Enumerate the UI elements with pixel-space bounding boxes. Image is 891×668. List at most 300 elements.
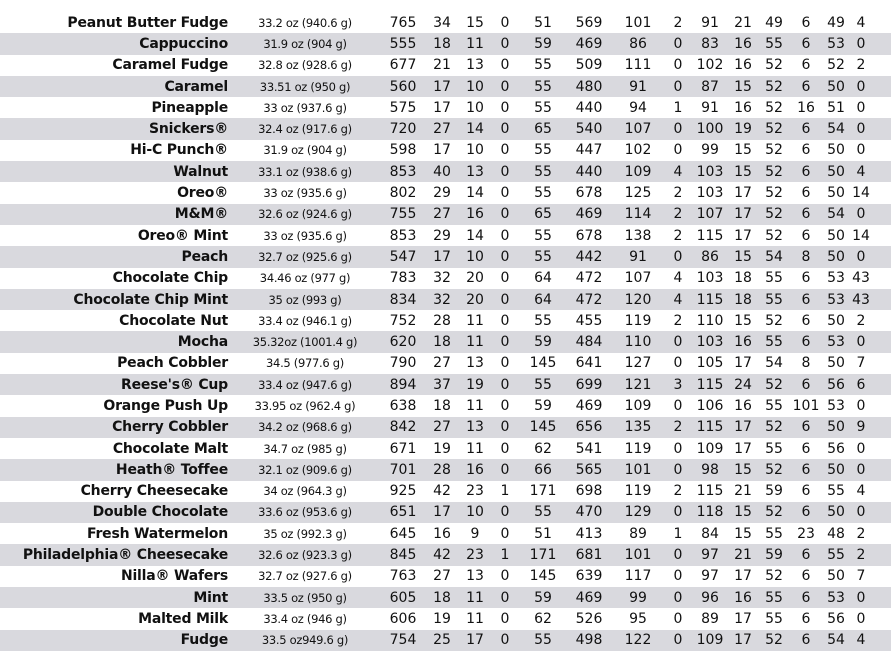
value-cell: 754: [389, 632, 417, 649]
table-row: [0, 225, 891, 246]
value-cell: 0: [500, 99, 510, 116]
value-cell: 56: [827, 376, 845, 393]
value-cell: 52: [765, 78, 783, 95]
value-cell: 0: [856, 121, 866, 138]
table-row: [0, 268, 891, 289]
value-cell: 17: [433, 99, 451, 116]
flavor-name: Peach Cobbler: [117, 355, 228, 372]
table-row: [0, 353, 891, 374]
value-cell: 56: [827, 610, 845, 627]
value-cell: 0: [856, 142, 866, 159]
value-cell: 55: [534, 248, 552, 265]
value-cell: 1: [673, 99, 683, 116]
value-cell: 91: [629, 248, 647, 265]
table-row: [0, 630, 891, 651]
value-cell: 49: [827, 14, 845, 31]
table-row: [0, 502, 891, 523]
value-cell: 7: [856, 568, 866, 585]
value-cell: 16: [797, 99, 815, 116]
value-cell: 509: [575, 57, 603, 74]
serving-size: 35.32oz (1001.4 g): [252, 335, 358, 350]
value-cell: 6: [856, 376, 866, 393]
value-cell: 118: [696, 504, 724, 521]
value-cell: 99: [629, 589, 647, 606]
value-cell: 469: [575, 35, 603, 52]
value-cell: 6: [801, 547, 811, 564]
value-cell: 0: [856, 610, 866, 627]
value-cell: 52: [765, 568, 783, 585]
flavor-name: Cherry Cheesecake: [80, 483, 228, 500]
value-cell: 101: [624, 547, 652, 564]
value-cell: 2: [856, 57, 866, 74]
table-row: [0, 76, 891, 97]
value-cell: 0: [856, 35, 866, 52]
value-cell: 42: [433, 483, 451, 500]
value-cell: 135: [624, 419, 652, 436]
flavor-name: Chocolate Chip: [112, 270, 228, 287]
value-cell: 752: [389, 312, 417, 329]
value-cell: 0: [500, 142, 510, 159]
value-cell: 13: [466, 419, 484, 436]
value-cell: 13: [466, 355, 484, 372]
value-cell: 15: [734, 248, 752, 265]
value-cell: 11: [466, 610, 484, 627]
nutrition-table: [0, 12, 891, 651]
value-cell: 6: [801, 78, 811, 95]
value-cell: 50: [827, 227, 845, 244]
value-cell: 145: [529, 419, 557, 436]
value-cell: 16: [734, 397, 752, 414]
value-cell: 6: [801, 206, 811, 223]
flavor-name: Oreo®: [177, 185, 228, 202]
value-cell: 2: [673, 14, 683, 31]
value-cell: 11: [466, 35, 484, 52]
value-cell: 6: [801, 121, 811, 138]
value-cell: 97: [701, 568, 719, 585]
value-cell: 894: [389, 376, 417, 393]
value-cell: 1: [500, 483, 510, 500]
value-cell: 59: [534, 334, 552, 351]
value-cell: 9: [470, 525, 480, 542]
value-cell: 15: [466, 14, 484, 31]
value-cell: 52: [765, 99, 783, 116]
serving-size: 33.4 oz (947.6 g): [258, 377, 352, 392]
value-cell: 16: [734, 334, 752, 351]
value-cell: 413: [575, 525, 603, 542]
value-cell: 50: [827, 461, 845, 478]
serving-size: 33.1 oz (938.6 g): [258, 164, 352, 179]
value-cell: 526: [575, 610, 603, 627]
value-cell: 699: [575, 376, 603, 393]
value-cell: 54: [827, 632, 845, 649]
value-cell: 4: [856, 163, 866, 180]
value-cell: 575: [389, 99, 417, 116]
value-cell: 16: [734, 35, 752, 52]
value-cell: 105: [696, 355, 724, 372]
value-cell: 115: [696, 227, 724, 244]
value-cell: 8: [801, 355, 811, 372]
serving-size: 32.8 oz (928.6 g): [258, 58, 352, 73]
value-cell: 54: [765, 355, 783, 372]
value-cell: 55: [827, 483, 845, 500]
value-cell: 472: [575, 270, 603, 287]
value-cell: 0: [500, 632, 510, 649]
serving-size: 34.2 oz (968.6 g): [258, 420, 352, 435]
table-row: [0, 608, 891, 629]
value-cell: 0: [500, 291, 510, 308]
value-cell: 110: [624, 334, 652, 351]
value-cell: 0: [673, 142, 683, 159]
value-cell: 21: [433, 57, 451, 74]
value-cell: 55: [534, 632, 552, 649]
value-cell: 86: [701, 248, 719, 265]
value-cell: 54: [827, 121, 845, 138]
value-cell: 925: [389, 483, 417, 500]
table-row: [0, 395, 891, 416]
value-cell: 10: [466, 504, 484, 521]
flavor-name: Heath® Toffee: [115, 461, 228, 478]
value-cell: 24: [734, 376, 752, 393]
value-cell: 17: [433, 248, 451, 265]
value-cell: 651: [389, 504, 417, 521]
table-row: [0, 523, 891, 544]
flavor-name: Peanut Butter Fudge: [67, 14, 228, 31]
value-cell: 4: [673, 270, 683, 287]
value-cell: 440: [575, 99, 603, 116]
serving-size: 33 oz (935.6 g): [263, 228, 347, 243]
value-cell: 55: [765, 589, 783, 606]
value-cell: 11: [466, 589, 484, 606]
value-cell: 4: [673, 291, 683, 308]
value-cell: 18: [433, 334, 451, 351]
value-cell: 455: [575, 312, 603, 329]
value-cell: 117: [624, 568, 652, 585]
value-cell: 0: [500, 419, 510, 436]
value-cell: 103: [696, 334, 724, 351]
value-cell: 62: [534, 440, 552, 457]
value-cell: 4: [856, 632, 866, 649]
value-cell: 18: [734, 270, 752, 287]
flavor-name: Walnut: [173, 163, 228, 180]
flavor-name: Cherry Cobbler: [112, 419, 228, 436]
value-cell: 18: [433, 35, 451, 52]
value-cell: 110: [696, 312, 724, 329]
value-cell: 11: [466, 312, 484, 329]
value-cell: 55: [765, 610, 783, 627]
value-cell: 0: [500, 568, 510, 585]
value-cell: 0: [500, 163, 510, 180]
value-cell: 55: [765, 35, 783, 52]
serving-size: 33.4 oz (946.1 g): [258, 313, 352, 328]
flavor-name: Mint: [193, 589, 228, 606]
serving-size: 32.4 oz (917.6 g): [258, 122, 352, 137]
value-cell: 52: [765, 57, 783, 74]
value-cell: 115: [696, 419, 724, 436]
value-cell: 55: [534, 504, 552, 521]
serving-size: 32.1 oz (909.6 g): [258, 462, 352, 477]
value-cell: 87: [701, 78, 719, 95]
value-cell: 2: [673, 419, 683, 436]
value-cell: 13: [466, 568, 484, 585]
value-cell: 6: [801, 589, 811, 606]
value-cell: 569: [575, 14, 603, 31]
value-cell: 32: [433, 270, 451, 287]
value-cell: 678: [575, 185, 603, 202]
value-cell: 42: [433, 547, 451, 564]
value-cell: 138: [624, 227, 652, 244]
value-cell: 29: [433, 185, 451, 202]
value-cell: 541: [575, 440, 603, 457]
value-cell: 21: [734, 483, 752, 500]
value-cell: 4: [673, 163, 683, 180]
flavor-name: Chocolate Nut: [119, 312, 228, 329]
value-cell: 107: [624, 270, 652, 287]
value-cell: 19: [433, 440, 451, 457]
value-cell: 0: [856, 397, 866, 414]
value-cell: 55: [765, 397, 783, 414]
value-cell: 565: [575, 461, 603, 478]
value-cell: 6: [801, 57, 811, 74]
serving-size: 33.5 oz949.6 g): [261, 633, 349, 648]
value-cell: 0: [673, 610, 683, 627]
serving-size: 33.6 oz (953.6 g): [258, 505, 352, 520]
serving-size: 31.9 oz (904 g): [263, 143, 347, 158]
value-cell: 701: [389, 461, 417, 478]
value-cell: 853: [389, 227, 417, 244]
value-cell: 677: [389, 57, 417, 74]
value-cell: 25: [433, 632, 451, 649]
value-cell: 6: [801, 461, 811, 478]
value-cell: 2: [856, 547, 866, 564]
value-cell: 20: [466, 270, 484, 287]
value-cell: 52: [765, 376, 783, 393]
value-cell: 55: [765, 291, 783, 308]
value-cell: 0: [673, 440, 683, 457]
value-cell: 0: [500, 227, 510, 244]
table-row: [0, 587, 891, 608]
value-cell: 0: [500, 376, 510, 393]
value-cell: 6: [801, 483, 811, 500]
value-cell: 119: [624, 312, 652, 329]
value-cell: 96: [701, 589, 719, 606]
value-cell: 53: [827, 270, 845, 287]
value-cell: 842: [389, 419, 417, 436]
value-cell: 103: [696, 185, 724, 202]
flavor-name: M&M®: [174, 206, 228, 223]
value-cell: 17: [734, 440, 752, 457]
table-row: [0, 55, 891, 76]
value-cell: 127: [624, 355, 652, 372]
value-cell: 0: [500, 270, 510, 287]
value-cell: 14: [852, 185, 870, 202]
value-cell: 65: [534, 206, 552, 223]
value-cell: 14: [852, 227, 870, 244]
value-cell: 52: [765, 504, 783, 521]
value-cell: 52: [827, 57, 845, 74]
value-cell: 43: [852, 291, 870, 308]
value-cell: 55: [765, 334, 783, 351]
value-cell: 0: [500, 334, 510, 351]
value-cell: 64: [534, 291, 552, 308]
value-cell: 469: [575, 589, 603, 606]
value-cell: 171: [529, 483, 557, 500]
table-row: [0, 204, 891, 225]
value-cell: 19: [734, 121, 752, 138]
value-cell: 0: [856, 461, 866, 478]
value-cell: 0: [673, 547, 683, 564]
value-cell: 52: [765, 632, 783, 649]
value-cell: 6: [801, 163, 811, 180]
value-cell: 469: [575, 206, 603, 223]
value-cell: 0: [500, 355, 510, 372]
serving-size: 34.7 oz (985 g): [263, 441, 347, 456]
value-cell: 52: [765, 185, 783, 202]
value-cell: 51: [534, 14, 552, 31]
value-cell: 103: [696, 270, 724, 287]
table-row: [0, 331, 891, 352]
value-cell: 0: [856, 206, 866, 223]
value-cell: 50: [827, 78, 845, 95]
value-cell: 53: [827, 334, 845, 351]
table-row: [0, 246, 891, 267]
value-cell: 853: [389, 163, 417, 180]
value-cell: 498: [575, 632, 603, 649]
value-cell: 43: [852, 270, 870, 287]
value-cell: 2: [856, 525, 866, 542]
value-cell: 27: [433, 121, 451, 138]
value-cell: 107: [696, 206, 724, 223]
value-cell: 89: [629, 525, 647, 542]
value-cell: 15: [734, 461, 752, 478]
value-cell: 442: [575, 248, 603, 265]
value-cell: 18: [433, 589, 451, 606]
value-cell: 109: [696, 632, 724, 649]
value-cell: 55: [827, 547, 845, 564]
value-cell: 0: [500, 185, 510, 202]
flavor-name: Malted Milk: [138, 610, 228, 627]
value-cell: 111: [624, 57, 652, 74]
value-cell: 15: [734, 525, 752, 542]
value-cell: 50: [827, 163, 845, 180]
value-cell: 40: [433, 163, 451, 180]
value-cell: 763: [389, 568, 417, 585]
value-cell: 17: [433, 78, 451, 95]
value-cell: 547: [389, 248, 417, 265]
value-cell: 0: [673, 632, 683, 649]
value-cell: 64: [534, 270, 552, 287]
value-cell: 447: [575, 142, 603, 159]
value-cell: 0: [500, 610, 510, 627]
value-cell: 23: [466, 483, 484, 500]
value-cell: 765: [389, 14, 417, 31]
value-cell: 555: [389, 35, 417, 52]
value-cell: 55: [534, 99, 552, 116]
value-cell: 59: [765, 547, 783, 564]
value-cell: 34: [433, 14, 451, 31]
value-cell: 0: [500, 461, 510, 478]
value-cell: 0: [673, 78, 683, 95]
value-cell: 83: [701, 35, 719, 52]
value-cell: 15: [734, 312, 752, 329]
serving-size: 33.95 oz (962.4 g): [254, 398, 356, 413]
flavor-name: Chocolate Malt: [112, 440, 228, 457]
value-cell: 52: [765, 121, 783, 138]
value-cell: 100: [696, 121, 724, 138]
serving-size: 33.5 oz (950 g): [263, 590, 347, 605]
value-cell: 37: [433, 376, 451, 393]
value-cell: 101: [624, 461, 652, 478]
value-cell: 89: [701, 610, 719, 627]
value-cell: 2: [673, 312, 683, 329]
value-cell: 6: [801, 270, 811, 287]
value-cell: 6: [801, 291, 811, 308]
value-cell: 6: [801, 376, 811, 393]
flavor-name: Peach: [181, 248, 228, 265]
value-cell: 0: [673, 589, 683, 606]
value-cell: 50: [827, 185, 845, 202]
value-cell: 48: [827, 525, 845, 542]
value-cell: 9: [856, 419, 866, 436]
value-cell: 0: [673, 461, 683, 478]
serving-size: 32.6 oz (924.6 g): [258, 207, 352, 222]
value-cell: 6: [801, 440, 811, 457]
value-cell: 0: [856, 440, 866, 457]
value-cell: 101: [792, 397, 820, 414]
value-cell: 115: [696, 483, 724, 500]
value-cell: 16: [734, 589, 752, 606]
value-cell: 0: [856, 99, 866, 116]
value-cell: 2: [856, 312, 866, 329]
value-cell: 10: [466, 248, 484, 265]
value-cell: 15: [734, 142, 752, 159]
value-cell: 7: [856, 355, 866, 372]
flavor-name: Caramel: [164, 78, 228, 95]
value-cell: 122: [624, 632, 652, 649]
serving-size: 35 oz (992.3 g): [263, 526, 347, 541]
value-cell: 91: [629, 78, 647, 95]
table-row: [0, 566, 891, 587]
value-cell: 790: [389, 355, 417, 372]
value-cell: 18: [433, 397, 451, 414]
value-cell: 6: [801, 185, 811, 202]
value-cell: 19: [466, 376, 484, 393]
value-cell: 120: [624, 291, 652, 308]
value-cell: 678: [575, 227, 603, 244]
value-cell: 0: [673, 334, 683, 351]
value-cell: 56: [827, 440, 845, 457]
value-cell: 17: [734, 632, 752, 649]
value-cell: 6: [801, 227, 811, 244]
value-cell: 10: [466, 99, 484, 116]
value-cell: 119: [624, 440, 652, 457]
serving-size: 35 oz (993 g): [268, 292, 342, 307]
value-cell: 834: [389, 291, 417, 308]
value-cell: 783: [389, 270, 417, 287]
value-cell: 23: [466, 547, 484, 564]
value-cell: 606: [389, 610, 417, 627]
value-cell: 32: [433, 291, 451, 308]
value-cell: 145: [529, 355, 557, 372]
value-cell: 671: [389, 440, 417, 457]
value-cell: 52: [765, 312, 783, 329]
value-cell: 16: [466, 461, 484, 478]
flavor-name: Caramel Fudge: [112, 57, 228, 74]
serving-size: 31.9 oz (904 g): [263, 36, 347, 51]
value-cell: 14: [466, 185, 484, 202]
value-cell: 6: [801, 568, 811, 585]
value-cell: 0: [500, 78, 510, 95]
serving-size: 34.5 (977.6 g): [266, 356, 344, 371]
